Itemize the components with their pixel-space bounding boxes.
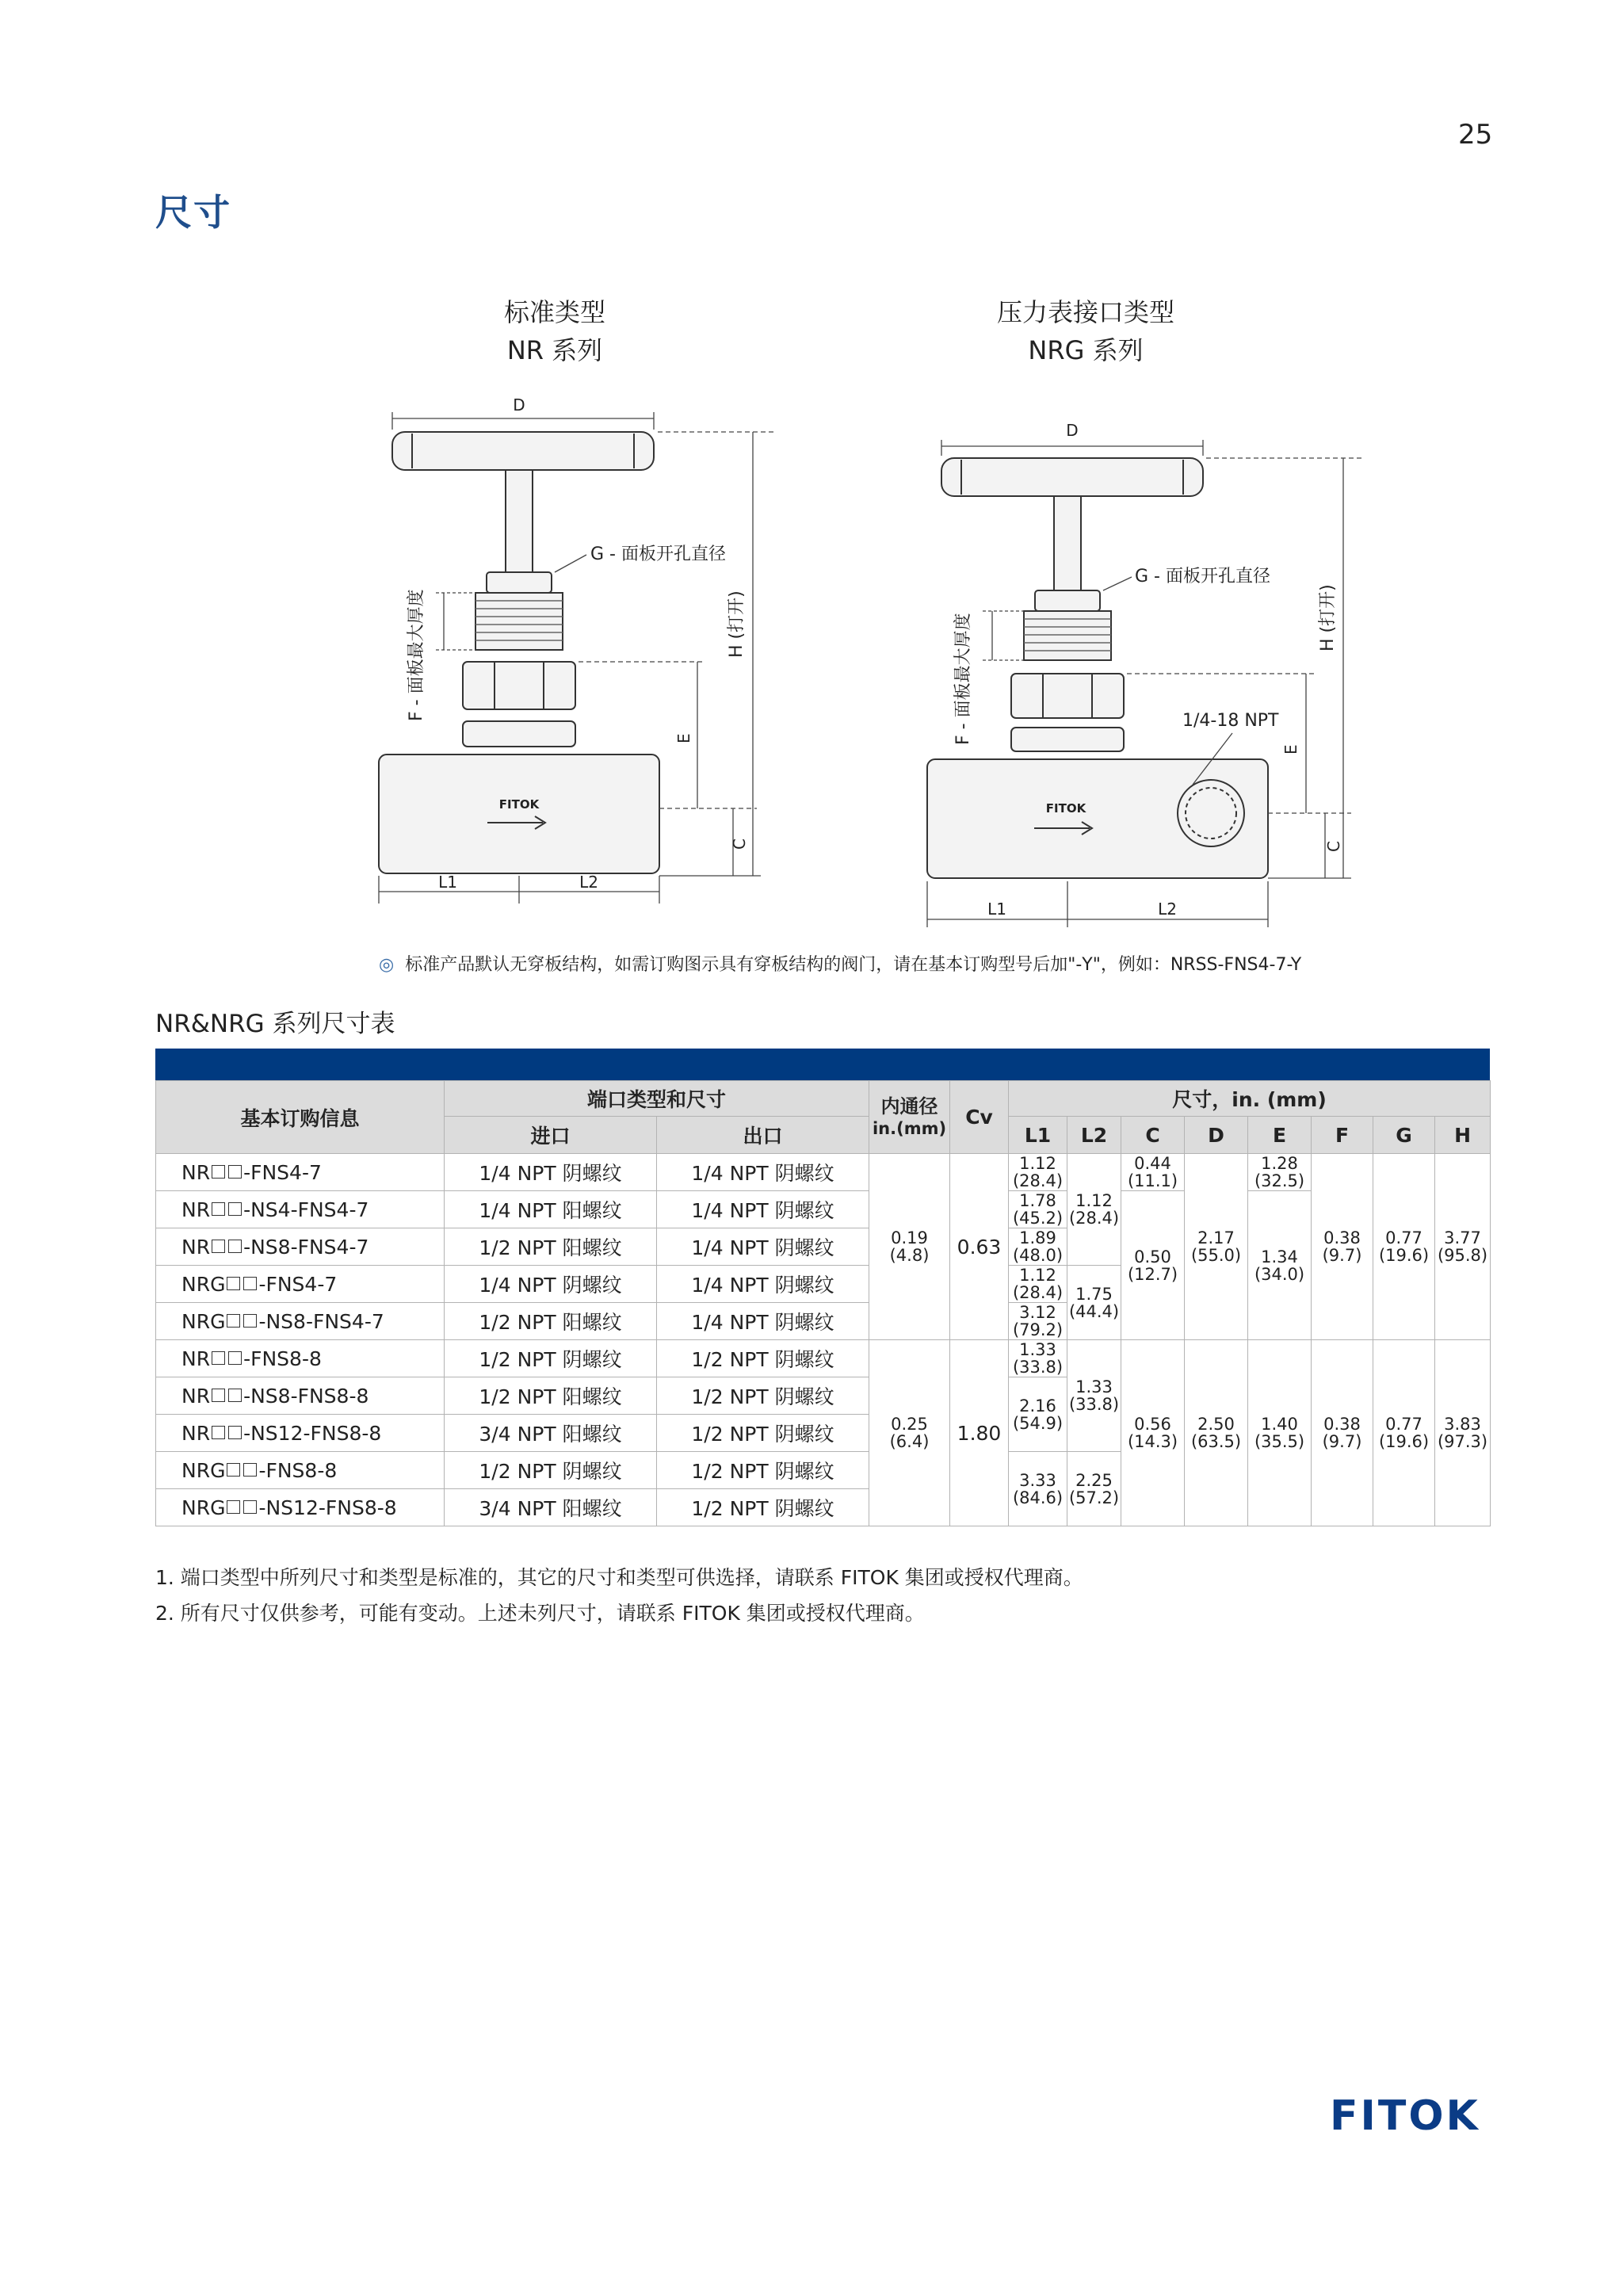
- cv-cell: 0.63: [950, 1154, 1009, 1340]
- header-d: D: [1185, 1117, 1248, 1154]
- l2-cell: 1.33 (33.8): [1067, 1340, 1121, 1452]
- table-header-bar: [155, 1049, 1490, 1080]
- l1-cell: 1.12 (28.4): [1009, 1266, 1067, 1303]
- nrg-label-c: C: [1324, 841, 1343, 852]
- inlet-cell: 1/2 NPT 阳螺纹: [445, 1303, 657, 1340]
- nr-label-h: H (打开): [727, 590, 747, 658]
- inlet-cell: 1/2 NPT 阳螺纹: [445, 1228, 657, 1266]
- d-cell: 2.50 (63.5): [1185, 1340, 1248, 1526]
- model-cell: NR -NS8-FNS4-7: [156, 1228, 445, 1266]
- l1-cell: 1.33 (33.8): [1009, 1340, 1067, 1377]
- nr-label-e: E: [674, 733, 693, 743]
- standard-note: [379, 951, 1301, 976]
- nr-panel-thread: [475, 593, 563, 650]
- nrg-handle-bar: [941, 458, 1203, 496]
- figure-nr-title-line1: 标准类型: [503, 297, 605, 327]
- figure-nr-title-line2: NR 系列: [506, 335, 603, 365]
- inlet-cell: 1/4 NPT 阴螺纹: [445, 1154, 657, 1191]
- inlet-cell: 3/4 NPT 阳螺纹: [445, 1489, 657, 1526]
- nrg-bonnet-nut: [1035, 590, 1100, 611]
- nr-body-logo: FITOK: [498, 797, 540, 812]
- cv-cell: 1.80: [950, 1340, 1009, 1526]
- outlet-cell: 1/4 NPT 阴螺纹: [657, 1191, 869, 1228]
- nrg-lower-nut: [1011, 728, 1124, 751]
- header-l1: L1: [1009, 1117, 1067, 1154]
- header-f: F: [1312, 1117, 1373, 1154]
- header-c: C: [1121, 1117, 1185, 1154]
- figure-nrg-title-line1: 压力表接口类型: [996, 297, 1174, 327]
- nrg-label-h: H (打开): [1318, 584, 1338, 651]
- model-cell: NRG -FNS4-7: [156, 1266, 445, 1303]
- l1-cell: 3.12 (79.2): [1009, 1303, 1067, 1340]
- section-title: 尺寸: [155, 191, 231, 234]
- standard-note-text: 标准产品默认无穿板结构，如需订购图示具有穿板结构的阀门，请在基本订购型号后加"-Y"，例如：NRSS-FNS4-7-Y: [405, 955, 1302, 975]
- nr-lower-nut: [463, 721, 575, 747]
- brand-logo: FITOK: [1330, 2092, 1480, 2140]
- outlet-cell: 1/2 NPT 阴螺纹: [657, 1452, 869, 1489]
- model-cell: NR -FNS4-7: [156, 1154, 445, 1191]
- l2-cell: 1.75 (44.4): [1067, 1266, 1121, 1340]
- outlet-cell: 1/2 NPT 阴螺纹: [657, 1415, 869, 1452]
- h-cell: 3.83 (97.3): [1435, 1340, 1491, 1526]
- nrg-valve-drawing: [919, 396, 1379, 943]
- model-cell: NR -NS12-FNS8-8: [156, 1415, 445, 1452]
- header-orifice-line1: 内通径: [880, 1095, 938, 1117]
- outlet-cell: 1/2 NPT 阴螺纹: [657, 1377, 869, 1415]
- header-orifice: [869, 1081, 950, 1154]
- c-cell: 0.44 (11.1): [1121, 1154, 1185, 1191]
- l1-cell: 2.16 (54.9): [1009, 1377, 1067, 1452]
- nr-label-l1: L1: [438, 873, 457, 892]
- f-cell: 0.38 (9.7): [1312, 1154, 1373, 1340]
- model-cell: NR -NS4-FNS4-7: [156, 1191, 445, 1228]
- nrg-gauge-port: [1178, 780, 1244, 846]
- nrg-label-f: F - 面板最大厚度: [953, 613, 973, 745]
- inlet-cell: 1/2 NPT 阳螺纹: [445, 1377, 657, 1415]
- nrg-label-port: 1/4-18 NPT: [1182, 711, 1279, 731]
- header-h: H: [1435, 1117, 1491, 1154]
- nr-label-c: C: [730, 839, 749, 850]
- model-cell: NR -NS8-FNS8-8: [156, 1377, 445, 1415]
- nr-valve-drawing: [365, 396, 777, 919]
- l2-cell: 1.12 (28.4): [1067, 1154, 1121, 1266]
- nrg-label-l2: L2: [1158, 900, 1177, 919]
- e-cell: 1.28 (32.5): [1248, 1154, 1312, 1191]
- nr-stem: [506, 470, 533, 573]
- model-cell: NR -FNS8-8: [156, 1340, 445, 1377]
- outlet-cell: 1/4 NPT 阴螺纹: [657, 1266, 869, 1303]
- e-cell: 1.34 (34.0): [1248, 1191, 1312, 1340]
- nrg-label-l1: L1: [987, 900, 1006, 919]
- table-header-row: [156, 1081, 1491, 1117]
- nr-label-l2: L2: [579, 873, 598, 892]
- nrg-label-e: E: [1281, 744, 1300, 755]
- g-cell: 0.77 (19.6): [1373, 1340, 1435, 1526]
- l1-cell: 3.33 (84.6): [1009, 1452, 1067, 1526]
- model-cell: NRG -NS12-FNS8-8: [156, 1489, 445, 1526]
- figure-nrg-title: [943, 293, 1228, 369]
- l1-cell: 1.12 (28.4): [1009, 1154, 1067, 1191]
- nr-hex-nut: [463, 662, 575, 709]
- d-cell: 2.17 (55.0): [1185, 1154, 1248, 1340]
- header-l2: L2: [1067, 1117, 1121, 1154]
- nr-label-d: D: [513, 396, 525, 415]
- outlet-cell: 1/4 NPT 阴螺纹: [657, 1154, 869, 1191]
- outlet-cell: 1/2 NPT 阴螺纹: [657, 1489, 869, 1526]
- l2-cell: 2.25 (57.2): [1067, 1452, 1121, 1526]
- e-cell: 1.40 (35.5): [1248, 1340, 1312, 1526]
- dimension-table: [155, 1049, 1490, 1526]
- table-row: [156, 1154, 1491, 1191]
- orifice-cell: 0.25 (6.4): [869, 1340, 950, 1526]
- f-cell: 0.38 (9.7): [1312, 1340, 1373, 1526]
- page-number: 25: [1458, 119, 1493, 151]
- model-cell: NRG -FNS8-8: [156, 1452, 445, 1489]
- figure-nrg-title-line2: NRG 系列: [1028, 335, 1144, 365]
- nr-label-g: G - 面板开孔直径: [590, 544, 726, 564]
- header-outlet: 出口: [657, 1117, 869, 1154]
- inlet-cell: 1/4 NPT 阳螺纹: [445, 1191, 657, 1228]
- nrg-hex-nut: [1011, 674, 1124, 718]
- header-order-info: 基本订购信息: [156, 1081, 445, 1154]
- nr-label-f: F - 面板最大厚度: [407, 589, 426, 721]
- figure-nr-title: [412, 293, 697, 369]
- header-e: E: [1248, 1117, 1312, 1154]
- nrg-body-logo: FITOK: [1045, 801, 1086, 816]
- outlet-cell: 1/4 NPT 阴螺纹: [657, 1228, 869, 1266]
- nrg-label-d: D: [1066, 421, 1079, 440]
- table-row: [156, 1191, 1491, 1228]
- header-g: G: [1373, 1117, 1435, 1154]
- header-port-type: 端口类型和尺寸: [445, 1081, 869, 1117]
- outlet-cell: 1/4 NPT 阴螺纹: [657, 1303, 869, 1340]
- model-cell: NRG -NS8-FNS4-7: [156, 1303, 445, 1340]
- header-orifice-line2: in.(mm): [872, 1118, 947, 1138]
- footnote-2: 2. 所有尺寸仅供参考，可能有变动。上述未列尺寸，请联系 FITOK 集团或授权代理商。: [155, 1602, 925, 1625]
- table-heading: NR&NRG 系列尺寸表: [155, 1010, 395, 1038]
- nr-bonnet-nut: [487, 572, 552, 593]
- l1-cell: 1.78 (45.2): [1009, 1191, 1067, 1228]
- footnote-1: 1. 端口类型中所列尺寸和类型是标准的，其它的尺寸和类型可供选择，请联系 FITOK 集团或授权代理商。: [155, 1566, 1083, 1589]
- inlet-cell: 1/2 NPT 阴螺纹: [445, 1452, 657, 1489]
- inlet-cell: 1/2 NPT 阴螺纹: [445, 1340, 657, 1377]
- c-cell: 0.50 (12.7): [1121, 1191, 1185, 1340]
- c-cell: 0.56 (14.3): [1121, 1340, 1185, 1526]
- orifice-cell: 0.19 (4.8): [869, 1154, 950, 1340]
- nr-body: [379, 755, 659, 873]
- table-row: [156, 1340, 1491, 1377]
- header-dims: 尺寸，in. (mm): [1009, 1081, 1491, 1117]
- header-cv: Cv: [950, 1081, 1009, 1154]
- h-cell: 3.77 (95.8): [1435, 1154, 1491, 1340]
- header-inlet: 进口: [445, 1117, 657, 1154]
- outlet-cell: 1/2 NPT 阴螺纹: [657, 1340, 869, 1377]
- g-cell: 0.77 (19.6): [1373, 1154, 1435, 1340]
- note-mark-icon: ◎: [379, 955, 395, 975]
- nrg-stem: [1054, 496, 1081, 591]
- l1-cell: 1.89 (48.0): [1009, 1228, 1067, 1266]
- inlet-cell: 3/4 NPT 阳螺纹: [445, 1415, 657, 1452]
- inlet-cell: 1/4 NPT 阴螺纹: [445, 1266, 657, 1303]
- nr-handle-bar: [392, 432, 654, 470]
- nrg-label-g: G - 面板开孔直径: [1135, 567, 1270, 586]
